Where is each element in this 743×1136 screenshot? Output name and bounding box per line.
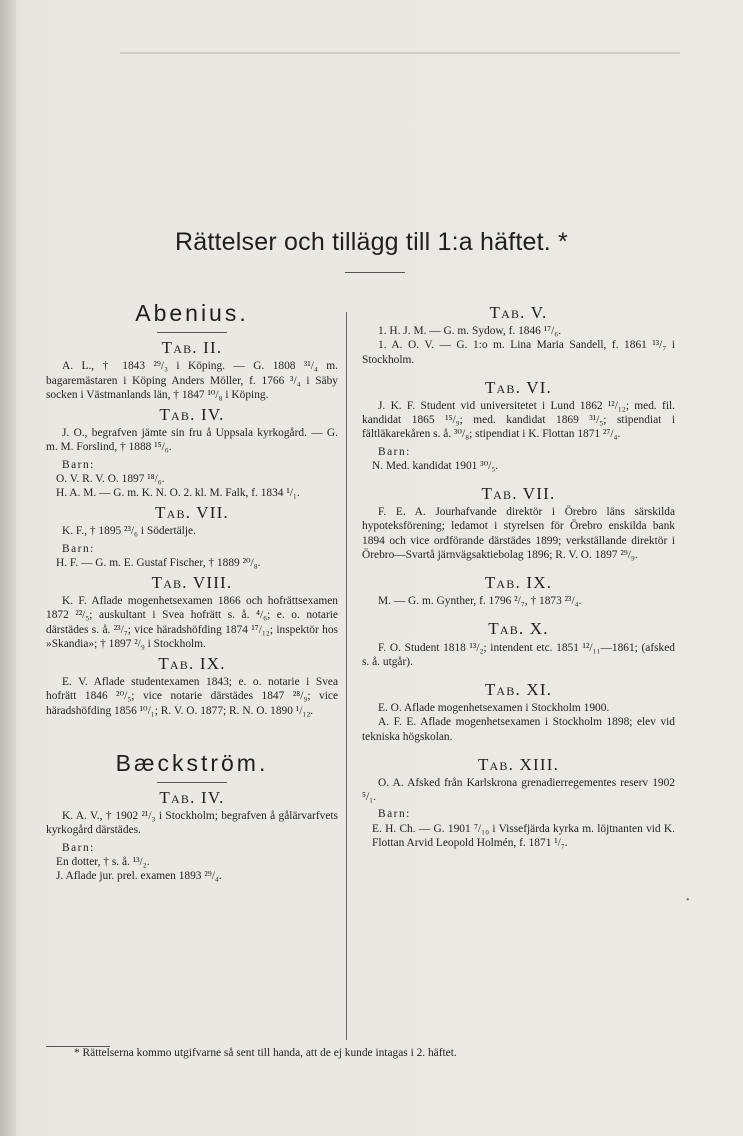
- entry-text: M. — G. m. Gynther, f. 1796 ²/₇, † 1873 ²³/₄.: [378, 595, 582, 608]
- tab-heading: Tab. XIII.: [477, 754, 560, 774]
- entry-text: A. L., † 1843 ²⁹/₃ i Köping. — G. 1808 ³¹/₄ m. bagaremästaren i Köping Anders Möller, f. 1766 ³/₄ i Säby socken i Västmanlands län, † 1847 ¹⁰/₈ i Köping.: [46, 360, 338, 401]
- tab-heading: Tab. II.: [161, 338, 223, 358]
- barn-label: Barn:: [62, 841, 95, 854]
- entry-text: F. O. Student 1818 ¹³/₂; intendent etc. 1851 ¹²/₁₁—1861; (afsked s. å. utgår).: [362, 641, 675, 668]
- page-speck: •: [686, 895, 690, 906]
- barn-entry: H. A. M. — G. m. K. N. O. 2. kl. M. Falk, f. 1834 ¹/₁.: [56, 487, 300, 500]
- family-rule: [157, 332, 227, 333]
- barn-entry: En dotter, † s. å. ¹³/₂.: [56, 855, 150, 868]
- tab-heading: Tab. X.: [488, 619, 549, 639]
- entry-text: K. F. Aflade mogenhetsexamen 1866 och hofrättsexamen 1872 ²²/₅; auskultant i Svea hofrätt s. å. ⁴/₆; e. o. notarie därstädes s. å. ²³/₇; vice häradshöfding 1874 ¹⁷/₁₂; inspektör hos »Skandia»; † 1897 ²/₉ i Stockholm.: [46, 595, 338, 650]
- column-divider: [346, 312, 347, 1040]
- family-heading-baeckstrom: Bæckström.: [115, 749, 269, 776]
- family-heading-abenius: Abenius.: [135, 300, 249, 326]
- barn-entry: H. F. — G. m. E. Gustaf Fischer, † 1889 ²⁰/₈.: [56, 556, 261, 569]
- barn-entry: N. Med. kandidat 1901 ³⁰/₅.: [372, 459, 499, 472]
- barn-label: Barn:: [62, 542, 95, 555]
- entry-text: E. V. Aflade studentexamen 1843; e. o. notarie i Svea hofrätt 1846 ²⁰/₅; vice notarie därstädes 1847 ²⁸/₉; vice häradshöfding 1856 ¹⁰/₁; R. V. O. 1877; R. N. O. 1890 ¹/₁₂.: [46, 676, 338, 717]
- tab-heading: Tab. IV.: [159, 405, 225, 425]
- barn-entry: J. Aflade jur. prel. examen 1893 ²⁹/₄.: [56, 870, 222, 883]
- entry-text: E. O. Aflade mogenhetsexamen i Stockholm 1900.: [378, 702, 610, 715]
- tab-heading: Tab. VI.: [484, 377, 553, 397]
- barn-label: Barn:: [378, 445, 411, 458]
- tab-heading: Tab. IV.: [159, 788, 225, 808]
- tab-heading: Tab. XI.: [484, 680, 553, 700]
- entry-text: A. F. E. Aflade mogenhetsexamen i Stockholm 1898; elev vid tekniska högskolan.: [362, 716, 675, 743]
- right-column: [362, 300, 675, 850]
- entry-text: J. O., begrafven jämte sin fru å Uppsala kyrkogård. — G. m. M. Forslind, † 1888 ¹⁵/₆.: [46, 427, 338, 454]
- tab-heading: Tab. VII.: [481, 484, 556, 504]
- entry-text: O. A. Afsked från Karlskrona grenadierregementes reserv 1902 ⁵/₁.: [362, 777, 675, 804]
- binding-spine: [0, 0, 16, 1136]
- title-rule: [345, 272, 405, 273]
- tab-heading: Tab. VII.: [155, 503, 229, 523]
- footnote: * Rättelserna kommo utgifvarne så sent till handa, att de ej kunde intagas i 2. häftet.: [74, 1047, 457, 1059]
- bleed-through-line: [120, 52, 680, 54]
- page-title: Rättelser och tillägg till 1:a häftet. *: [175, 228, 568, 256]
- barn-label: Barn:: [62, 458, 95, 471]
- entry-text: K. F., † 1895 ²³/₆ i Södertälje.: [62, 525, 196, 538]
- family-rule: [157, 782, 227, 783]
- entry-text: J. K. F. Student vid universitetet i Lund 1862 ¹²/₁₂; med. fil. kandidat 1865 ¹⁵/₉; med. kandidat 1869 ³¹/₅; stipendiat i fältläkarekåren s. å. ³⁰/₈; stipendiat i K. Flottan 1871 ²⁷/₄.: [362, 400, 675, 441]
- barn-entry: O. V. R. V. O. 1897 ¹⁸/₆.: [56, 472, 165, 485]
- left-column: [46, 300, 338, 883]
- entry-text: F. E. A. Jourhafvande direktör i Örebro läns särskilda hypoteksförening; ledamot i styrelsen för Örebro enskilda bank 1894 och vice ordförande därstädes 1899; verkställande direktör i Örebro—Svartå järnvägsaktiebolag 1896; R. V. O. 1897 ²⁹/₉.: [362, 506, 675, 561]
- barn-entry: E. H. Ch. — G. 1901 ⁷/₁₀ i Vissefjärda kyrka m. löjtnanten vid K. Flottan Arvid Leopold Holmén, f. 1871 ¹/₇.: [372, 822, 675, 849]
- tab-heading: Tab. VIII.: [151, 573, 233, 593]
- entry-text: K. A. V., † 1902 ²¹/₃ i Stockholm; begrafven å gålärvarfvets kyrkogård därstädes.: [46, 810, 338, 837]
- tab-heading: Tab. V.: [489, 303, 548, 322]
- barn-label: Barn:: [378, 808, 411, 821]
- entry-text: 1. H. J. M. — G. m. Sydow, f. 1846 ¹⁷/₆.: [378, 325, 562, 338]
- tab-heading: Tab. IX.: [484, 573, 553, 593]
- tab-heading: Tab. IX.: [158, 654, 226, 674]
- entry-text: 1. A. O. V. — G. 1:o m. Lina Maria Sandell, f. 1861 ¹³/₇ i Stockholm.: [362, 339, 675, 366]
